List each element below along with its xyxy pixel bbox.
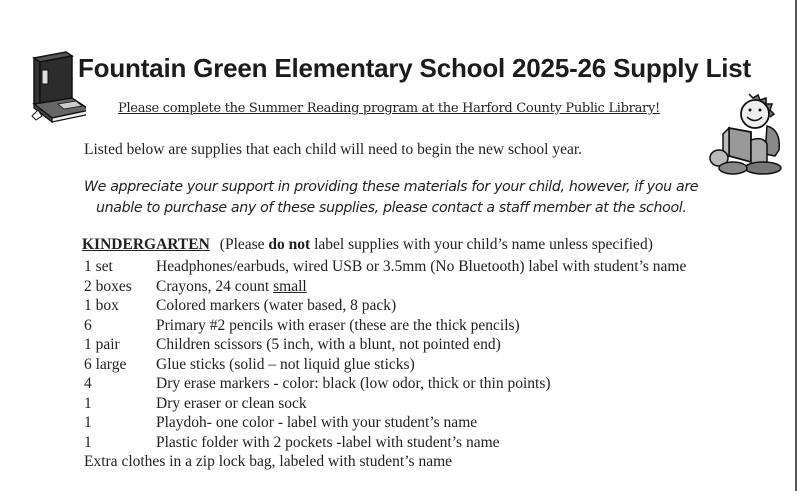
item-qty: 6 <box>84 316 92 334</box>
grade-note-emphasis: do not <box>268 236 311 253</box>
item-desc: Children scissors (5 inch, with a blunt, not pointed end) <box>156 336 501 353</box>
extra-clothes-item: Extra clothes in a zip lock bag, labeled with student’s name <box>84 453 453 470</box>
item-desc: Dry eraser or clean sock <box>156 394 307 412</box>
child-reading-icon <box>705 90 785 176</box>
item-qty: 1 <box>84 414 92 431</box>
item-desc-text: Crayons, 24 count <box>156 277 274 295</box>
item-qty: 1 pair <box>84 336 120 353</box>
appreciation-note <box>84 177 744 219</box>
item-qty: 1 box <box>84 297 119 314</box>
summer-reading-notice: Please complete the Summer Reading program at the Harford County Public Library! <box>118 101 660 116</box>
item-qty: 1 <box>84 394 92 412</box>
page-title: Fountain Green Elementary School 2025-26 Supply List <box>78 53 752 83</box>
item-desc: Playdoh- one color - label with your student’s name <box>156 414 478 431</box>
supply-items <box>84 257 686 472</box>
list-item <box>84 316 686 336</box>
grade-name: KINDERGARTEN <box>82 236 210 253</box>
list-item <box>84 296 686 316</box>
appreciation-line-1: We appreciate your support in providing these materials for your child, however, if you are <box>84 179 699 195</box>
item-qty: 2 boxes <box>84 277 132 295</box>
grade-heading <box>82 236 653 254</box>
list-item <box>84 374 686 394</box>
list-item <box>84 277 686 297</box>
item-desc: Plastic folder with 2 pockets -label with student’s name <box>156 433 500 451</box>
intro-text: Listed below are supplies that each child will need to begin the new school year. <box>84 141 583 158</box>
grade-note-post: label supplies with your child’s name unless specified) <box>310 236 653 253</box>
item-qty: 1 <box>84 433 92 451</box>
item-desc: Dry erase markers - color: black (low odor, thick or thin points) <box>156 375 551 392</box>
item-desc-emphasis: small <box>273 277 307 295</box>
item-desc <box>156 277 307 297</box>
list-item <box>84 413 686 433</box>
appreciation-line-2: unable to purchase any of these supplies, please contact a staff member at the school. <box>96 200 687 216</box>
list-item <box>84 257 686 277</box>
list-item <box>84 335 686 355</box>
item-qty: 1 set <box>84 258 113 275</box>
list-item <box>84 433 686 453</box>
item-desc: Colored markers (water based, 8 pack) <box>156 297 397 314</box>
item-desc: Headphones/earbuds, wired USB or 3.5mm (No Bluetooth) label with student’s name <box>156 258 687 275</box>
item-qty: 4 <box>84 375 92 392</box>
item-desc: Primary #2 pencils with eraser (these are the thick pencils) <box>156 316 520 334</box>
books-icon <box>14 46 86 124</box>
grade-note-pre: (Please <box>219 236 269 253</box>
item-desc: Glue sticks (solid – not liquid glue sticks) <box>156 355 415 373</box>
item-qty: 6 large <box>84 355 127 373</box>
list-item <box>84 394 686 414</box>
list-item <box>84 355 686 375</box>
